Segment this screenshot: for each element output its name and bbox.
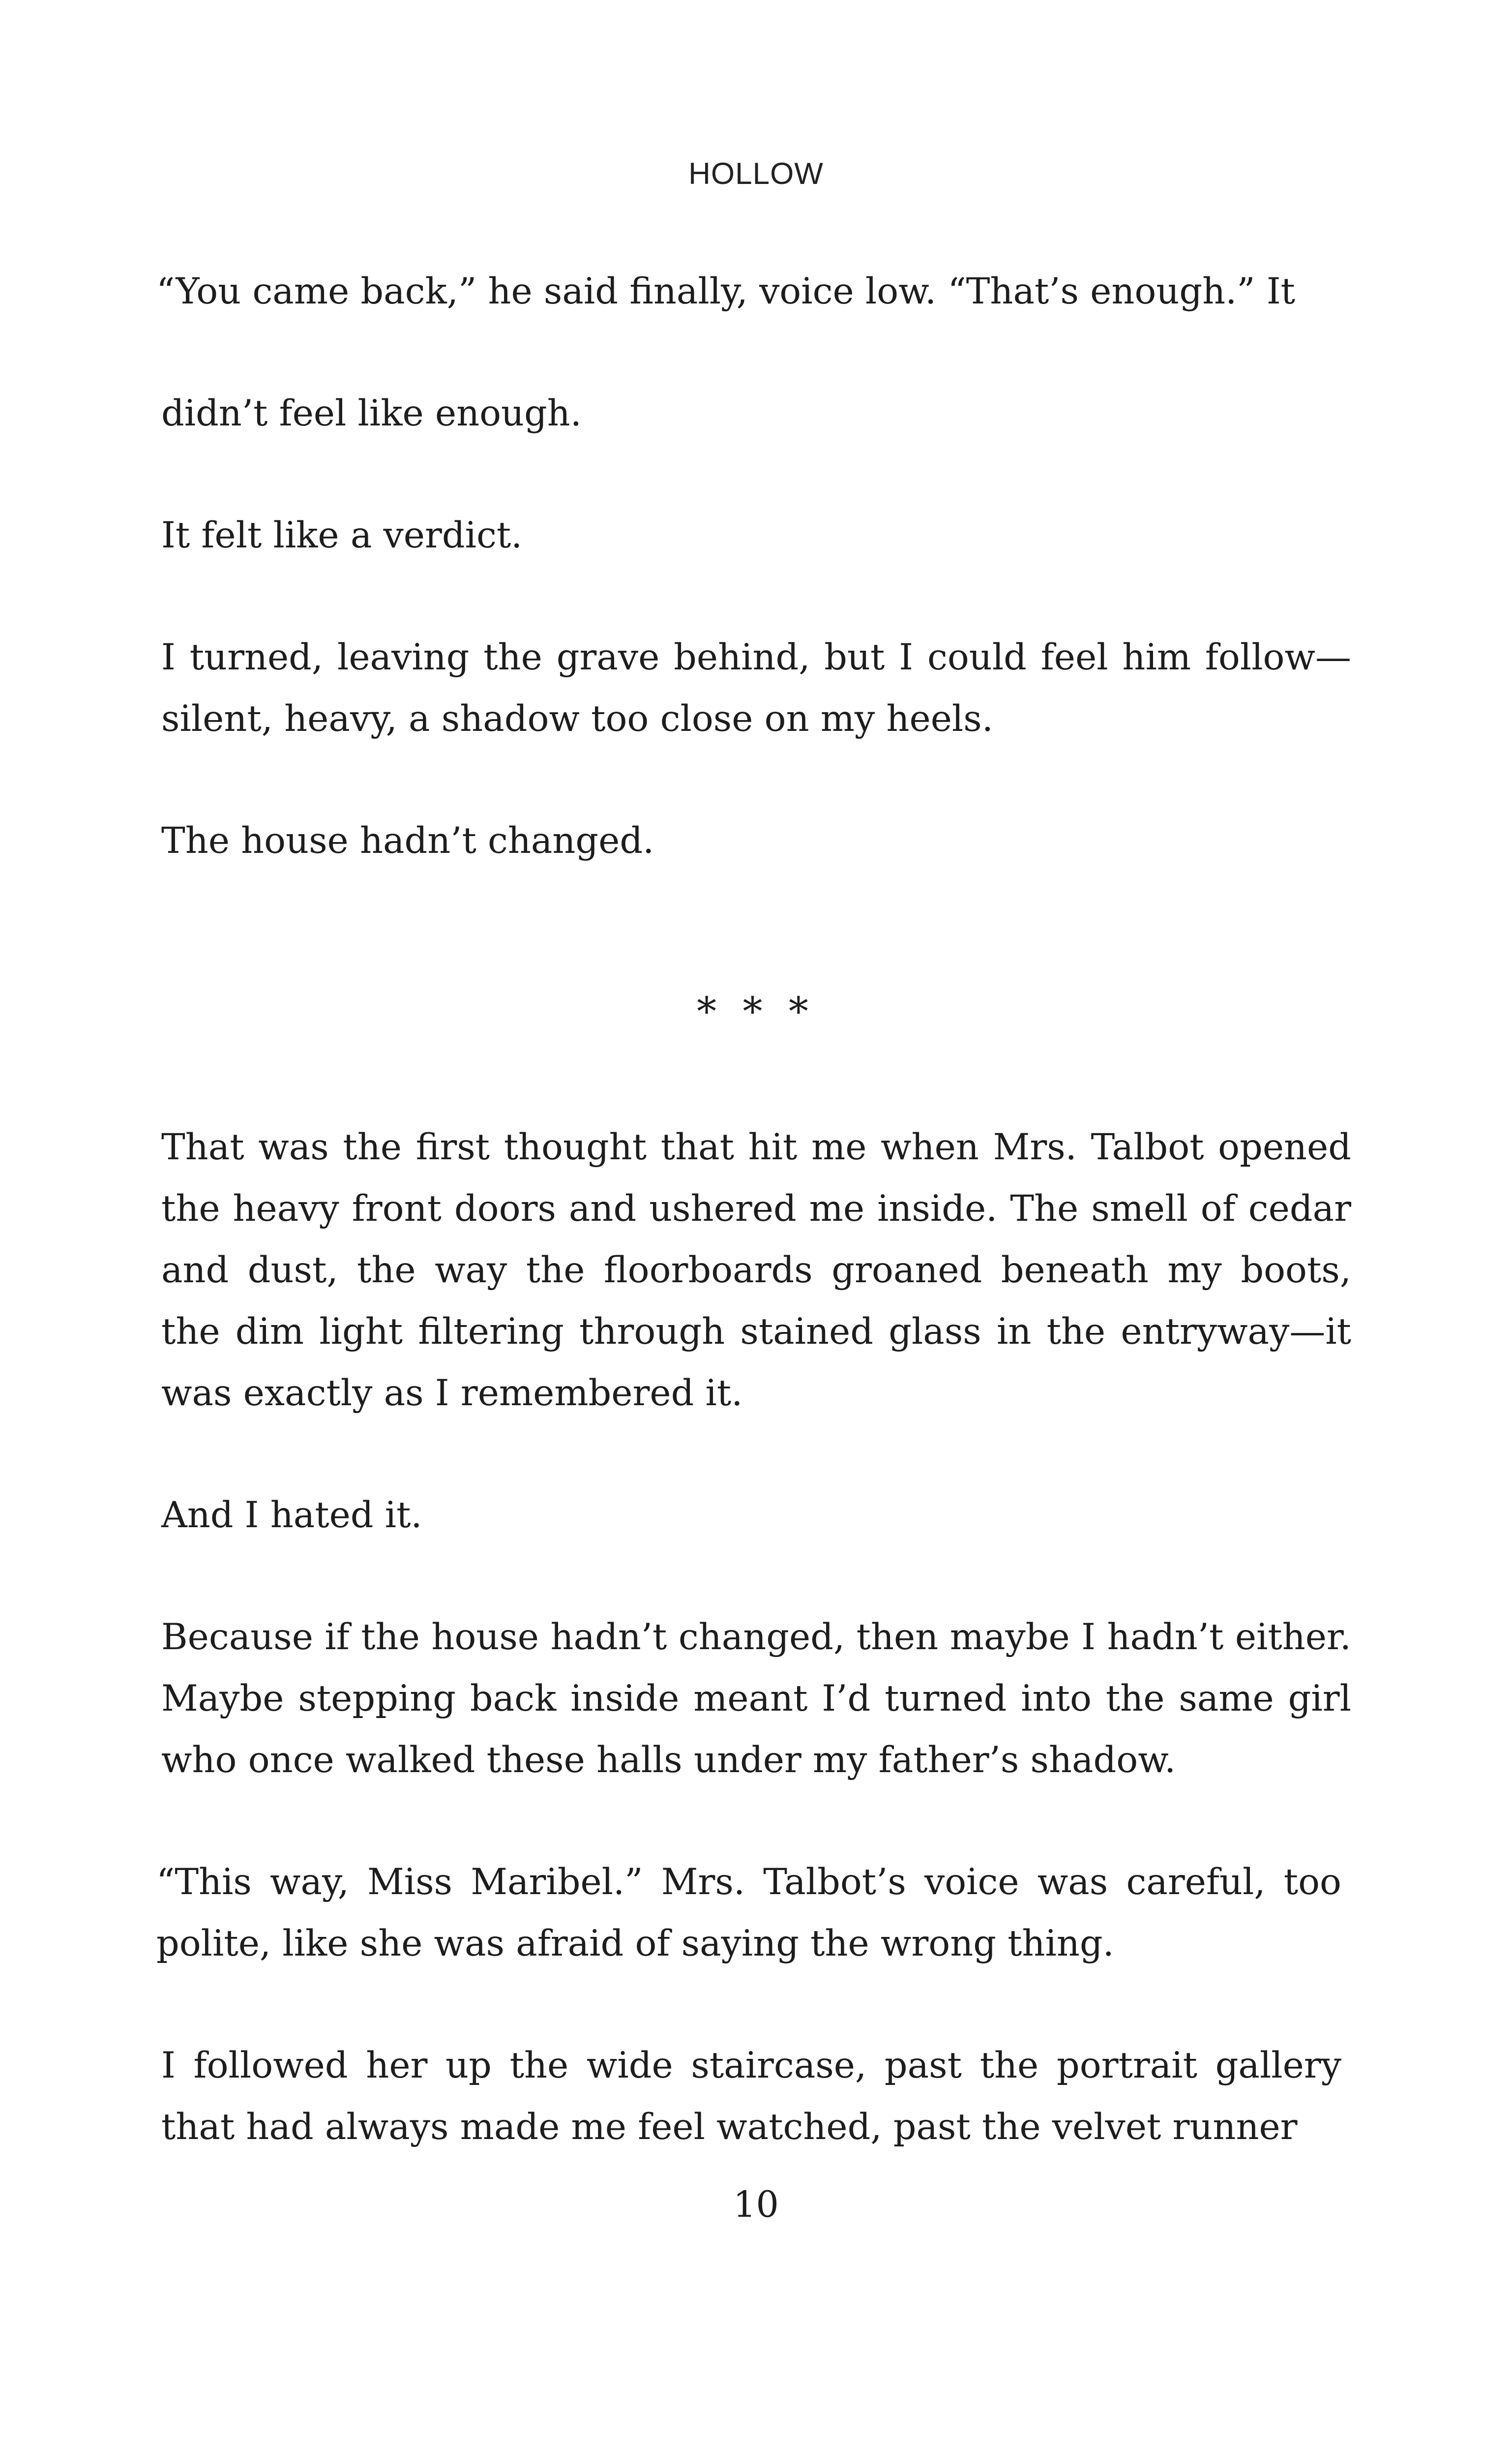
paragraph-staircase: I followed her up the wide staircase, past the portrait gallery that had always made me feel watched, past the velvet runner	[161, 2045, 1341, 2148]
paragraph-verdict: It felt like a verdict.	[161, 514, 523, 556]
paragraph-first-thought: That was the first thought that hit me when Mrs. Talbot opened the heavy front doors and ushered me inside. The smell of cedar and dust, the way the floorboards groaned beneath my boots, the dim light filtering through stained glass in the entryway—it was exactly as I remembered it.	[161, 1126, 1351, 1414]
running-head: HOLLOW	[688, 157, 824, 191]
paragraph-house-unchanged: The house hadn’t changed.	[161, 820, 654, 862]
page-number: 10	[733, 2184, 779, 2226]
paragraph-miss-maribel: “This way, Miss Maribel.” Mrs. Talbot’s voice was careful, too polite, like she was afraid of saying the wrong thing.	[156, 1861, 1341, 1964]
paragraph-same-girl: Because if the house hadn’t changed, then maybe I hadn’t either. Maybe stepping back inside meant I’d turned into the same girl who once walked these halls under my father’s shadow.	[161, 1616, 1351, 1781]
scene-break: * * *	[697, 989, 815, 1034]
paragraph-not-enough: didn’t feel like enough.	[161, 392, 582, 434]
paragraph-hated-it: And I hated it.	[161, 1494, 422, 1536]
paragraph-dialogue-came-back: “You came back,” he said finally, voice low. “That’s enough.” It	[156, 271, 1296, 312]
paragraph-grave: I turned, leaving the grave behind, but I could feel him follow—silent, heavy, a shadow too close on my heels.	[161, 636, 1351, 740]
